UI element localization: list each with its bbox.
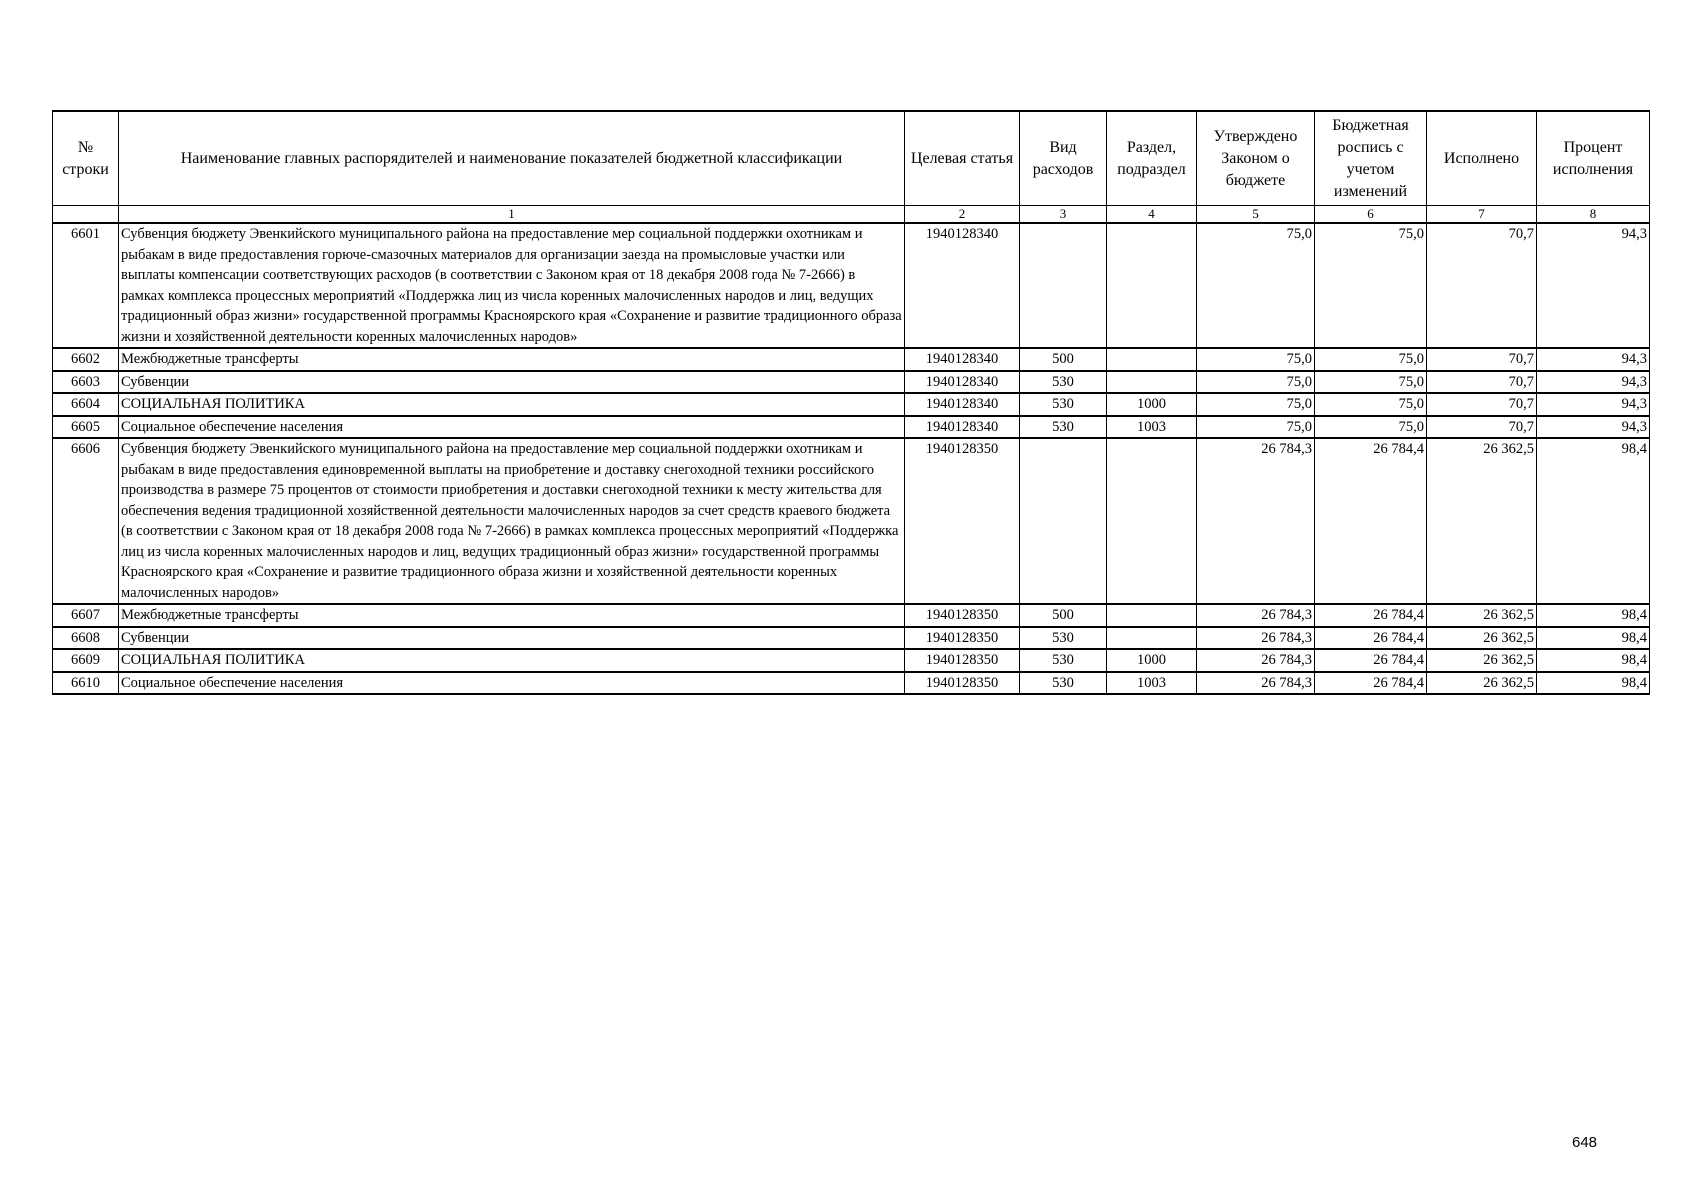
row-number: 6602	[53, 348, 119, 371]
row-name: СОЦИАЛЬНАЯ ПОЛИТИКА	[119, 649, 905, 672]
table-row	[53, 371, 1650, 394]
row-executed: 70,7	[1427, 416, 1537, 439]
table-row	[53, 604, 1650, 627]
header-percent: Процент исполнения	[1537, 111, 1650, 206]
row-number: 6610	[53, 672, 119, 695]
row-budget-list: 26 784,4	[1315, 627, 1427, 650]
row-name: Социальное обеспечение населения	[119, 672, 905, 695]
col-number: 1	[119, 206, 905, 224]
row-approved: 26 784,3	[1197, 627, 1315, 650]
header-section: Раздел, подраздел	[1107, 111, 1197, 206]
row-number: 6603	[53, 371, 119, 394]
row-target: 1940128340	[905, 393, 1020, 416]
row-target: 1940128340	[905, 223, 1020, 348]
row-name: Межбюджетные трансферты	[119, 348, 905, 371]
row-approved: 75,0	[1197, 348, 1315, 371]
row-target: 1940128340	[905, 348, 1020, 371]
row-percent: 98,4	[1537, 604, 1650, 627]
row-name: Субвенции	[119, 371, 905, 394]
header-name: Наименование главных распорядителей и наименование показателей бюджетной классификации	[119, 111, 905, 206]
row-section	[1107, 223, 1197, 348]
row-executed: 70,7	[1427, 348, 1537, 371]
row-kind	[1020, 223, 1107, 348]
row-budget-list: 75,0	[1315, 223, 1427, 348]
column-number-row	[53, 206, 1650, 224]
row-number: 6601	[53, 223, 119, 348]
row-name: Субвенции	[119, 627, 905, 650]
row-budget-list: 26 784,4	[1315, 604, 1427, 627]
row-approved: 75,0	[1197, 416, 1315, 439]
col-number: 7	[1427, 206, 1537, 224]
table-row	[53, 438, 1650, 604]
row-kind	[1020, 438, 1107, 604]
row-name: Социальное обеспечение населения	[119, 416, 905, 439]
row-section	[1107, 627, 1197, 650]
row-name: СОЦИАЛЬНАЯ ПОЛИТИКА	[119, 393, 905, 416]
row-kind: 530	[1020, 649, 1107, 672]
row-budget-list: 75,0	[1315, 371, 1427, 394]
row-percent: 94,3	[1537, 416, 1650, 439]
row-target: 1940128340	[905, 416, 1020, 439]
col-number: 4	[1107, 206, 1197, 224]
row-name: Субвенция бюджету Эвенкийского муниципального района на предоставление мер социальной поддержки охотникам и рыбакам в виде предоставления единовременной выплаты на приобретение и доставку снегоходной техники российского производства в размере 75 процентов от стоимости приобретения и доставки снегоходной техники к месту жительства для обеспечения ведения традиционной хозяйственной деятельности малочисленных народов за счет средств краевого бюджета (в соответствии с Законом края от 18 декабря 2008 года № 7-2666) в рамках комплекса процессных мероприятий «Поддержка лиц из числа коренных малочисленных народов и лиц, ведущих традиционный образ жизни» государственной программы Красноярского края «Сохранение и развитие традиционного образа жизни и хозяйственной деятельности коренных малочисленных народов»	[119, 438, 905, 604]
row-executed: 70,7	[1427, 393, 1537, 416]
row-approved: 75,0	[1197, 371, 1315, 394]
row-name: Межбюджетные трансферты	[119, 604, 905, 627]
row-kind: 530	[1020, 416, 1107, 439]
header-budget-list: Бюджетная роспись с учетом изменений	[1315, 111, 1427, 206]
row-budget-list: 26 784,4	[1315, 649, 1427, 672]
row-kind: 530	[1020, 672, 1107, 695]
row-budget-list: 75,0	[1315, 348, 1427, 371]
header-kind: Вид расходов	[1020, 111, 1107, 206]
row-executed: 26 362,5	[1427, 604, 1537, 627]
col-number: 2	[905, 206, 1020, 224]
col-number: 3	[1020, 206, 1107, 224]
row-budget-list: 26 784,4	[1315, 672, 1427, 695]
row-approved: 26 784,3	[1197, 604, 1315, 627]
row-kind: 500	[1020, 604, 1107, 627]
col-number: 6	[1315, 206, 1427, 224]
row-executed: 26 362,5	[1427, 672, 1537, 695]
row-section: 1000	[1107, 393, 1197, 416]
row-budget-list: 75,0	[1315, 416, 1427, 439]
header-target: Целевая статья	[905, 111, 1020, 206]
row-approved: 75,0	[1197, 393, 1315, 416]
row-number: 6605	[53, 416, 119, 439]
row-executed: 70,7	[1427, 371, 1537, 394]
row-percent: 98,4	[1537, 672, 1650, 695]
row-section: 1000	[1107, 649, 1197, 672]
row-section	[1107, 348, 1197, 371]
row-number: 6608	[53, 627, 119, 650]
row-kind: 530	[1020, 393, 1107, 416]
row-approved: 75,0	[1197, 223, 1315, 348]
row-executed: 26 362,5	[1427, 438, 1537, 604]
table-row	[53, 627, 1650, 650]
col-number: 5	[1197, 206, 1315, 224]
row-approved: 26 784,3	[1197, 438, 1315, 604]
row-section: 1003	[1107, 672, 1197, 695]
row-target: 1940128340	[905, 371, 1020, 394]
table-row	[53, 649, 1650, 672]
row-executed: 26 362,5	[1427, 627, 1537, 650]
row-percent: 94,3	[1537, 393, 1650, 416]
row-section	[1107, 371, 1197, 394]
page-number: 648	[1572, 1134, 1598, 1151]
row-section	[1107, 438, 1197, 604]
table-row	[53, 416, 1650, 439]
row-number: 6604	[53, 393, 119, 416]
row-budget-list: 75,0	[1315, 393, 1427, 416]
table-row	[53, 393, 1650, 416]
row-target: 1940128350	[905, 627, 1020, 650]
row-section: 1003	[1107, 416, 1197, 439]
row-executed: 26 362,5	[1427, 649, 1537, 672]
row-budget-list: 26 784,4	[1315, 438, 1427, 604]
row-percent: 94,3	[1537, 371, 1650, 394]
row-approved: 26 784,3	[1197, 672, 1315, 695]
row-percent: 94,3	[1537, 348, 1650, 371]
table-row	[53, 223, 1650, 348]
row-number: 6607	[53, 604, 119, 627]
row-kind: 530	[1020, 371, 1107, 394]
budget-execution-table	[52, 110, 1650, 695]
row-percent: 98,4	[1537, 438, 1650, 604]
row-number: 6609	[53, 649, 119, 672]
table-row	[53, 672, 1650, 695]
row-percent: 94,3	[1537, 223, 1650, 348]
table-row	[53, 348, 1650, 371]
row-target: 1940128350	[905, 672, 1020, 695]
row-kind: 530	[1020, 627, 1107, 650]
row-percent: 98,4	[1537, 649, 1650, 672]
header-row-no: № строки	[53, 111, 119, 206]
row-name: Субвенция бюджету Эвенкийского муниципального района на предоставление мер социальной поддержки охотникам и рыбакам в виде предоставления горюче-смазочных материалов для организации заезда на промысловые участки или выплаты компенсации соответствующих расходов (в соответствии с Законом края от 18 декабря 2008 года № 7-2666) в рамках комплекса процессных мероприятий «Поддержка лиц из числа коренных малочисленных народов и лиц, ведущих традиционный образ жизни» государственной программы Красноярского края «Сохранение и развитие традиционного образа жизни и хозяйственной деятельности коренных малочисленных народов»	[119, 223, 905, 348]
row-executed: 70,7	[1427, 223, 1537, 348]
row-number: 6606	[53, 438, 119, 604]
row-target: 1940128350	[905, 438, 1020, 604]
row-section	[1107, 604, 1197, 627]
row-approved: 26 784,3	[1197, 649, 1315, 672]
row-target: 1940128350	[905, 604, 1020, 627]
col-number-blank	[53, 206, 119, 224]
row-kind: 500	[1020, 348, 1107, 371]
header-executed: Исполнено	[1427, 111, 1537, 206]
row-percent: 98,4	[1537, 627, 1650, 650]
header-row	[53, 111, 1650, 206]
col-number: 8	[1537, 206, 1650, 224]
row-target: 1940128350	[905, 649, 1020, 672]
header-approved: Утверждено Законом о бюджете	[1197, 111, 1315, 206]
